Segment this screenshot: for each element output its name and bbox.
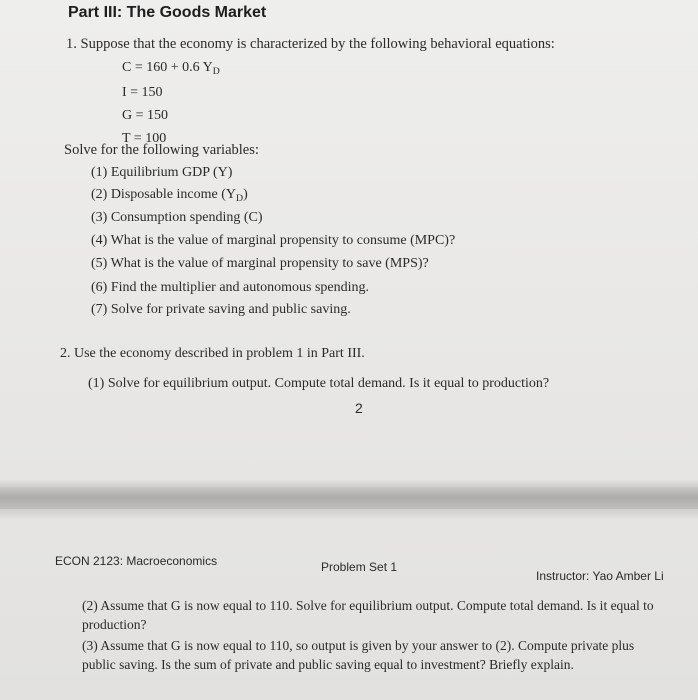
list-item: (6) Find the multiplier and autonomous spending. xyxy=(91,280,370,295)
list-item: (2) Disposable income $(Y_D)$ xyxy=(91,187,248,204)
list-item: (7) Solve for private saving and public saving. xyxy=(91,302,351,317)
solve-instruction: Solve for the following variables: xyxy=(64,142,259,158)
footer-problem-set: Problem Set 1 xyxy=(321,560,398,574)
list-item: (1) Equilibrium GDP (Y) xyxy=(91,165,233,180)
list-item: (5) What is the value of marginal propensity to save (MPS)? xyxy=(91,256,429,271)
list-item: (4) What is the value of marginal propensity to consume (MPC)? xyxy=(91,233,456,248)
page-number: 2 xyxy=(355,400,363,416)
equation-taxes: T = 100 xyxy=(122,131,167,146)
page-divider xyxy=(0,487,698,509)
equation-government: G = 150 xyxy=(122,108,169,123)
equation-investment: I = 150 xyxy=(122,85,163,100)
page-divider-shadow xyxy=(0,509,698,519)
equation-consumption: C = 160 + 0.6 $Y_D$ xyxy=(122,60,220,77)
question-2-part-2: (2) Assume that G is now equal to 110. Solve for equilibrium output. Compute total demand. Is it equal to production? xyxy=(82,598,654,632)
part-heading: Part III: The Goods Market xyxy=(68,4,267,21)
footer-instructor: Instructor: Yao Amber Li xyxy=(536,569,664,583)
question-2-part-1: (1) Solve for equilibrium output. Compute total demand. Is it equal to production? xyxy=(88,376,550,391)
footer-course: ECON 2123: Macroeconomics xyxy=(55,554,218,568)
list-item: (3) Consumption spending (C) xyxy=(91,210,263,225)
question-2-prompt: 2. Use the economy described in problem 1 in Part III. xyxy=(60,346,365,361)
page-divider-shadow xyxy=(0,480,698,487)
question-2-part-3: (3) Assume that G is now equal to 110, so output is given by your answer to (2). Compute private plus public saving. Is the sum of private and public saving equal to investment? Briefly explain. xyxy=(82,638,635,672)
question-1-prompt: 1. Suppose that the economy is characterized by the following behavioral equations: xyxy=(66,36,555,52)
